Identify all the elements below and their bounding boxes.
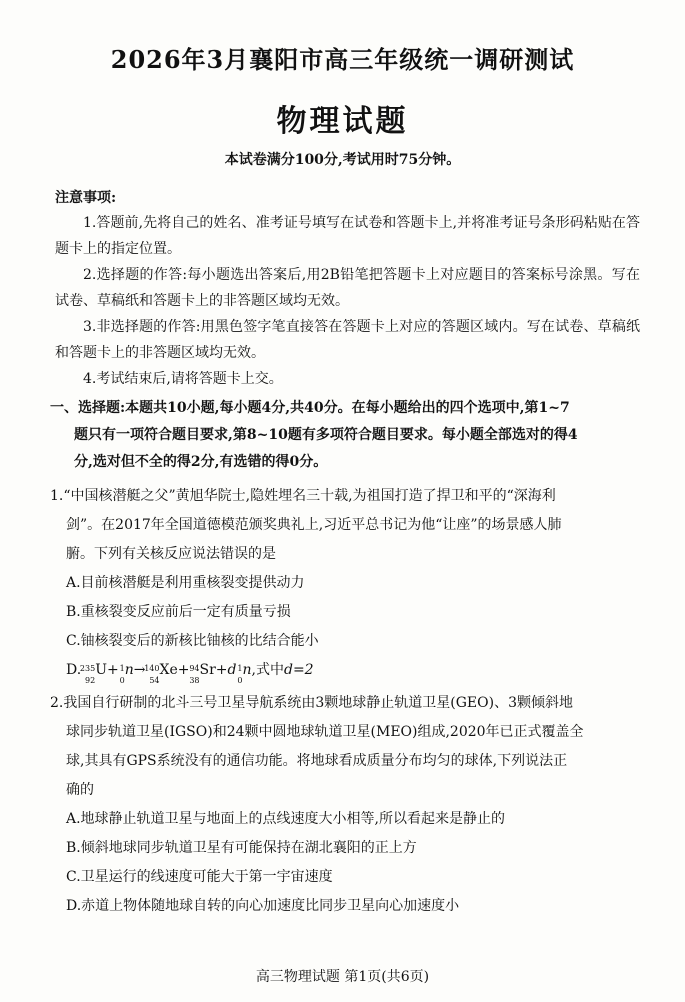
option-d: D.赤道上物体随地球自转的向心加速度比同步卫星向心加速度小 (66, 898, 460, 914)
isotope-u: 235 92 (79, 664, 96, 685)
neutron: n (242, 662, 252, 678)
question-stem: 球同步轨道卫星(IGSO)和24颗中圆地球轨道卫星(MEO)组成,2020年已正式覆盖全 (66, 724, 584, 740)
question-stem: 1.“中国核潜艇之父”黄旭华院士,隐姓埋名三十载,为祖国打造了捍卫和平的“深海利 (50, 488, 556, 504)
section-line: 一、选择题:本题共10小题,每小题4分,共40分。在每小题给出的四个选项中,第1~7 (50, 400, 570, 416)
question-stem: 确的 (66, 782, 94, 798)
option-c: C.卫星运行的线速度可能大于第一宇宙速度 (66, 869, 333, 885)
section-header (50, 395, 648, 476)
element-sr: Sr (199, 662, 216, 678)
option-b: B.重核裂变反应前后一定有质量亏损 (66, 604, 291, 620)
element-u: U (95, 662, 107, 678)
option-a: A.地球静止轨道卫星与地面上的点线速度大小相等,所以看起来是静止的 (66, 811, 506, 827)
exam-info: 本试卷满分100分,考试用时75分钟。 (224, 152, 461, 168)
coefficient-d: d (227, 662, 237, 678)
notice-item: 4.考试结束后,请将答题卡上交。 (83, 371, 283, 387)
question-1 (50, 482, 648, 685)
question-stem: 剑”。在2017年全国道德模范颁奖典礼上,习近平总书记为他“让座”的场景感人肺 (66, 517, 562, 533)
neutron: n (124, 662, 134, 678)
section-line: 分,选对但不全的得2分,有选错的得0分。 (74, 454, 328, 470)
section-line: 题只有一项符合题目要求,第8~10题有多项符合题目要求。每小题全部选对的得4 (74, 427, 578, 443)
reaction-arrow: → (133, 662, 146, 678)
element-xe: Xe (159, 662, 178, 678)
isotope-n2: 1 0 (237, 664, 243, 685)
isotope-sr: 94 38 (189, 664, 200, 685)
page-footer: 高三物理试题 第1页(共6页) (255, 969, 430, 985)
isotope-xe: 140 54 (144, 664, 160, 685)
d-value: d=2 (283, 662, 314, 678)
exam-title: 2026年3月襄阳市高三年级统一调研测试 (110, 45, 575, 74)
notice-list (55, 210, 640, 392)
notice-heading: 注意事项: (55, 190, 117, 206)
option-c: C.铀核裂变后的新核比铀核的比结合能小 (66, 633, 319, 649)
option-d-prefix: D. (66, 662, 82, 678)
question-stem: 2.我国自行研制的北斗三号卫星导航系统由3颗地球静止轨道卫星(GEO)、3颗倾斜地 (50, 695, 573, 711)
isotope-n: 1 0 (119, 664, 125, 685)
option-b: B.倾斜地球同步轨道卫星有可能保持在湖北襄阳的正上方 (66, 840, 417, 856)
question-stem: 腑。下列有关核反应说法错误的是 (66, 546, 276, 562)
subject-title: 物理试题 (276, 104, 409, 139)
notice-item: 3.非选择题的作答:用黑色签字笔直接答在答题卡上对应的答题区域内。写在试卷、草稿纸和答题卡上的非答题区域均无效。 (55, 319, 640, 361)
option-d: D. 235 92 U+ 1 0 n→ 140 54 Xe+ 94 38 Sr+d 1 0 n,式中d=2 (66, 662, 314, 685)
option-a: A.目前核潜艇是利用重核裂变提供动力 (66, 575, 305, 591)
question-2 (50, 689, 648, 921)
question-stem: 球,其具有GPS系统没有的通信功能。将地球看成质量分布均匀的球体,下列说法正 (66, 753, 568, 769)
notice-item: 2.选择题的作答:每小题选出答案后,用2B铅笔把答题卡上对应题目的答案标号涂黑。写在试卷、草稿纸和答题卡上的非答题区域均无效。 (55, 267, 640, 309)
notice-item: 1.答题前,先将自己的姓名、准考证号填写在试卷和答题卡上,并将准考证号条形码粘贴在答题卡上的指定位置。 (55, 215, 640, 257)
